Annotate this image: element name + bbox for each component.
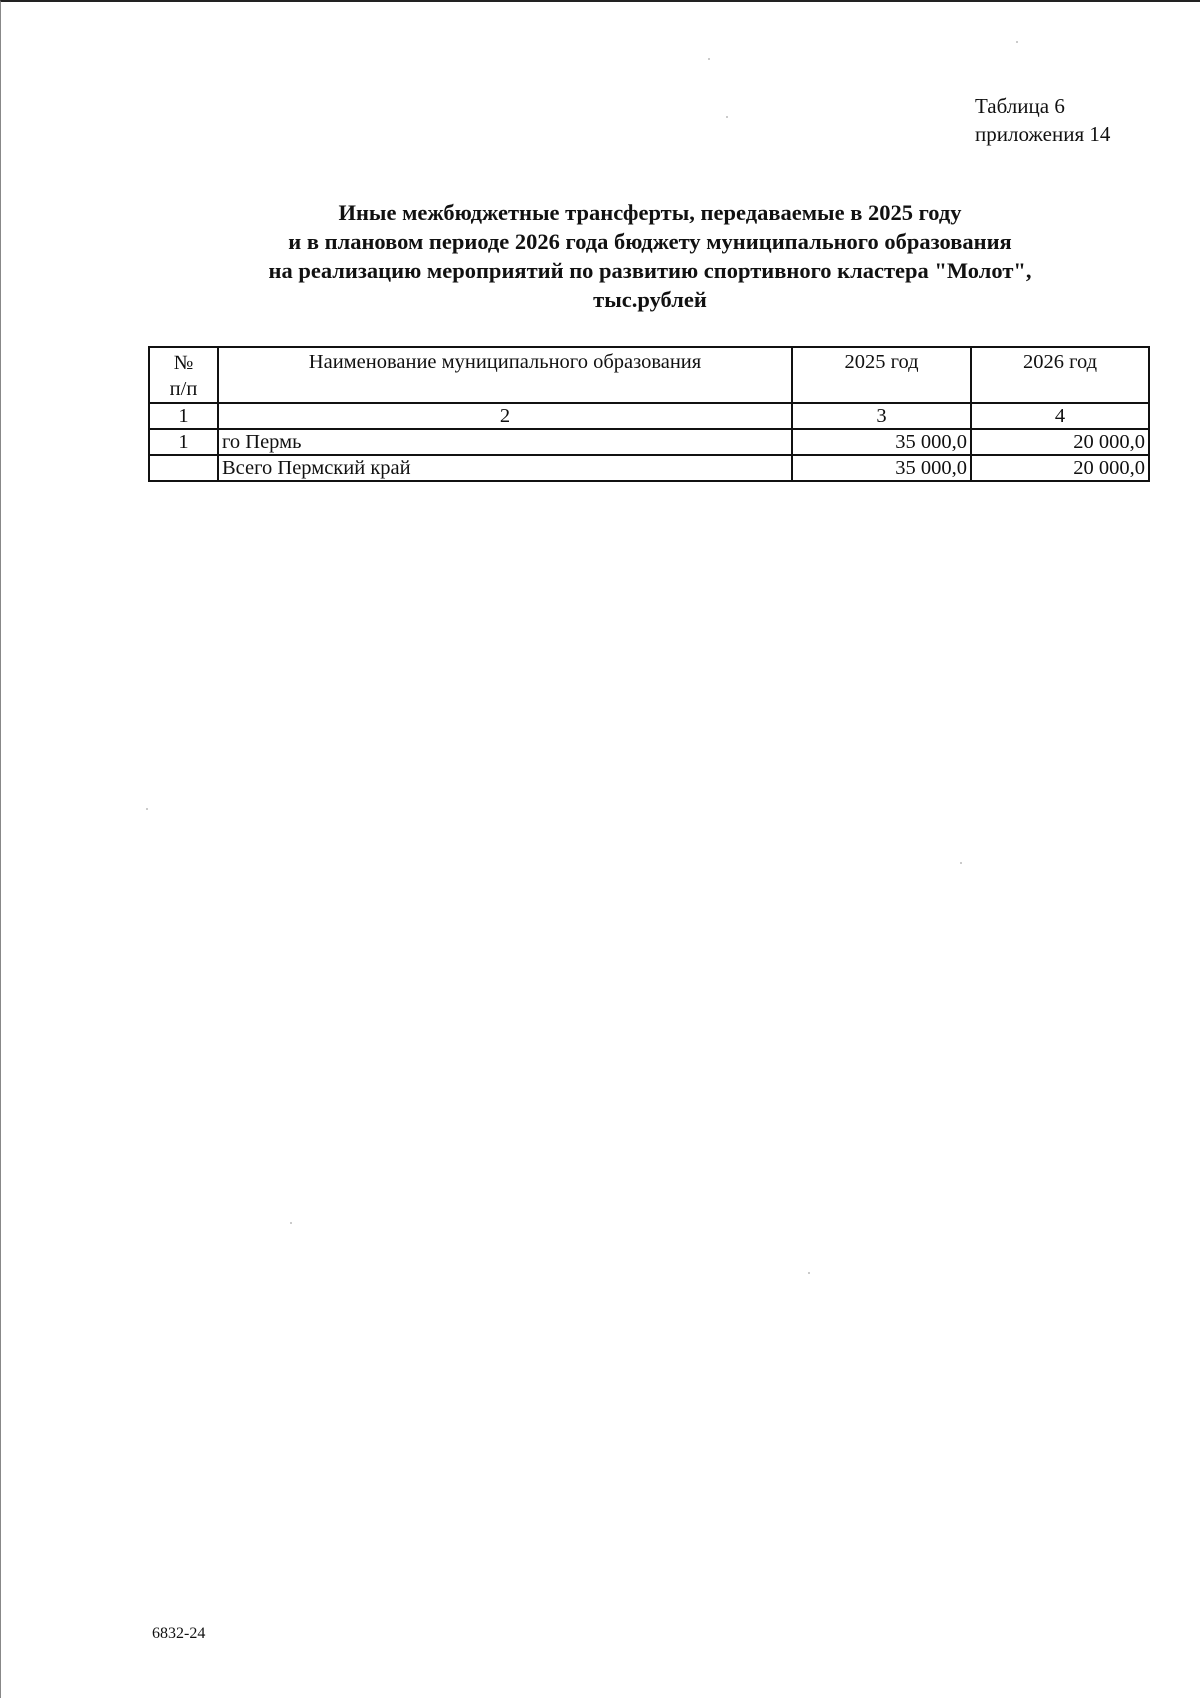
column-number: 1: [149, 403, 218, 429]
appendix-number: приложения 14: [975, 122, 1111, 146]
table-number: Таблица 6: [975, 94, 1065, 118]
header-number: [149, 347, 218, 403]
total-label: Всего Пермский край: [218, 455, 792, 481]
document-title: [130, 198, 1170, 314]
row-amount-2026: 20 000,0: [971, 429, 1149, 455]
scan-speck: [726, 116, 728, 118]
document-code: 6832-24: [152, 1625, 206, 1642]
scan-speck: [708, 58, 710, 60]
row-number: 1: [149, 429, 218, 455]
column-number: 2: [218, 403, 792, 429]
total-row: [149, 455, 1149, 481]
title-line-1: Иные межбюджетные трансферты, передаваемые в 2025 году: [338, 200, 962, 225]
table-row: [149, 429, 1149, 455]
header-year-2026: 2026 год: [971, 347, 1149, 403]
total-amount-2026: 20 000,0: [971, 455, 1149, 481]
total-amount-2025: 35 000,0: [792, 455, 971, 481]
scan-speck: [960, 862, 962, 864]
row-amount-2025: 35 000,0: [792, 429, 971, 455]
scan-speck: [1016, 41, 1018, 43]
column-number: 4: [971, 403, 1149, 429]
total-number: [149, 455, 218, 481]
header-year-2025: 2025 год: [792, 347, 971, 403]
row-municipality-name: го Пермь: [218, 429, 792, 455]
table-header-row: [149, 347, 1149, 403]
column-number: 3: [792, 403, 971, 429]
header-number-line-1: №: [173, 352, 194, 374]
scan-speck: [808, 1272, 810, 1274]
scan-speck: [290, 1222, 292, 1224]
scan-speck: [146, 808, 148, 810]
title-line-3: на реализацию мероприятий по развитию спортивного кластера "Молот",: [268, 258, 1032, 283]
table-reference: [975, 92, 1110, 148]
column-number-row: [149, 403, 1149, 429]
title-line-2: и в плановом периоде 2026 года бюджету муниципального образования: [288, 229, 1012, 254]
header-number-line-2: п/п: [169, 378, 198, 400]
header-name: Наименование муниципального образования: [218, 347, 792, 403]
transfers-table: [148, 346, 1150, 482]
title-line-4: тыс.рублей: [593, 287, 707, 312]
